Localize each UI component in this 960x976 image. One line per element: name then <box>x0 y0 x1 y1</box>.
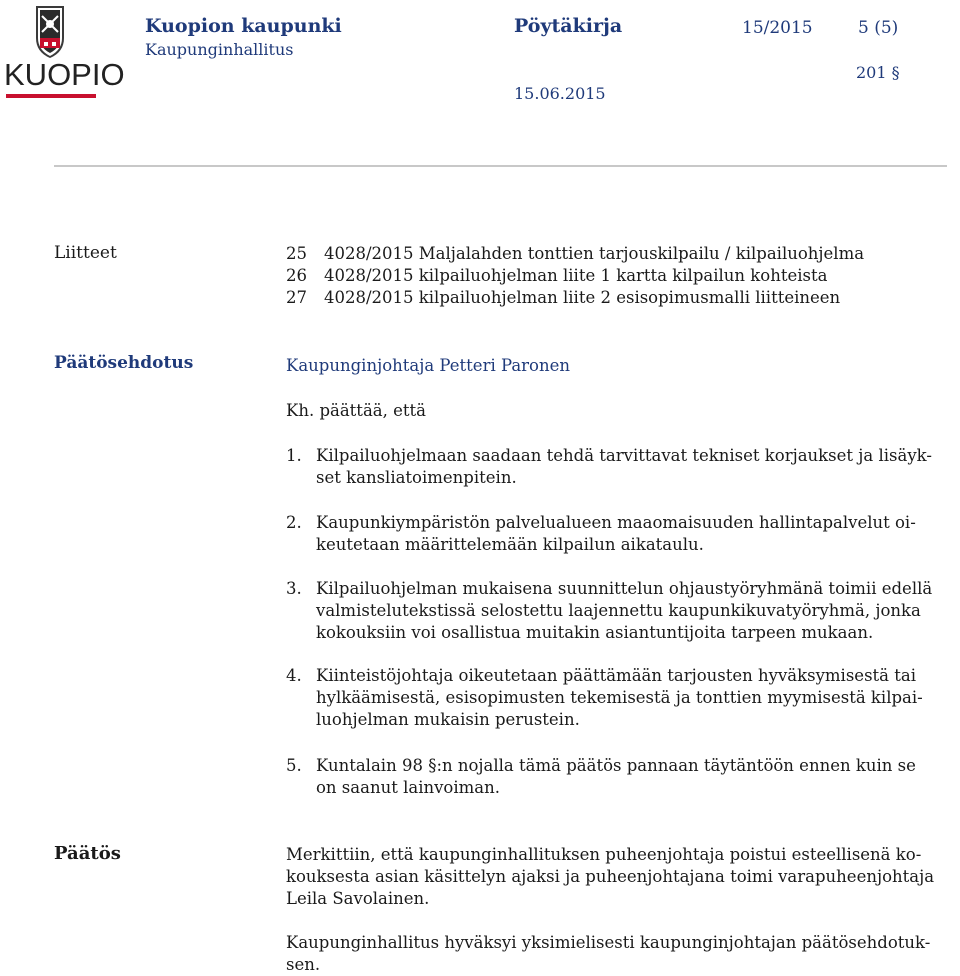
document-type: Pöytäkirja <box>514 15 623 37</box>
proposal-item-line: set kansliatoimenpitein. <box>316 468 517 487</box>
proposal-item-line: Kaupunkiympäristön palvelualueen maaomaisuuden hallintapalvelut oi- <box>316 513 916 532</box>
proposal-item-line: Kiinteistöjohtaja oikeutetaan päättämään tarjousten hyväksymisestä tai <box>316 666 916 685</box>
proposal-item-line: luohjelman mukaisin perustein. <box>316 710 580 729</box>
page-number: 5 (5) <box>858 18 899 38</box>
decision-line: Merkittiin, että kaupunginhallituksen puheenjohtaja poistui esteellisenä ko- <box>286 845 922 864</box>
header-divider <box>54 165 947 167</box>
proposal-item-line: on saanut lainvoiman. <box>316 778 500 797</box>
proposal-item-line: Kilpailuohjelman mukaisena suunnittelun ohjaustyöryhmänä toimii edellä <box>316 579 933 598</box>
attachment-number: 27 <box>286 288 307 307</box>
proposal-item-line: Kilpailuohjelmaan saadaan tehdä tarvittavat tekniset korjaukset ja lisäyk- <box>316 446 932 465</box>
proposal-presenter: Kaupunginjohtaja Petteri Paronen <box>286 356 571 375</box>
proposal-item-line: keutetaan määrittelemään kilpailun aikataulu. <box>316 535 704 554</box>
proposal-item-line: hylkäämisestä, esisopimusten tekemisestä ja tonttien myymisestä kilpai- <box>316 688 923 707</box>
attachment-number: 26 <box>286 266 307 285</box>
organization-name: Kuopion kaupunki <box>145 15 342 37</box>
proposal-label: Päätösehdotus <box>54 353 194 373</box>
decision-line: Leila Savolainen. <box>286 889 430 908</box>
proposal-item-number: 1. <box>286 446 302 465</box>
decision-paragraph <box>286 844 934 910</box>
proposal-item-line: Kuntalain 98 §:n nojalla tämä päätös pannaan täytäntöön ennen kuin se <box>316 756 916 775</box>
decision-paragraph <box>286 932 930 976</box>
proposal-intro: Kh. päättää, että <box>286 401 426 420</box>
attachment-number: 25 <box>286 244 307 263</box>
proposal-item-line: kokouksiin voi osallistua muitakin asiantuntijoita tarpeen mukaan. <box>316 623 874 642</box>
attachments-label: Liitteet <box>54 243 117 263</box>
decision-line: sen. <box>286 955 321 974</box>
kuopio-logo <box>4 2 125 100</box>
proposal-item-number: 5. <box>286 756 302 775</box>
proposal-item-number: 3. <box>286 579 302 598</box>
logo-wordmark: KUOPIO <box>4 57 125 92</box>
meeting-date: 15.06.2015 <box>514 84 606 103</box>
proposal-item-line: valmistelutekstissä selostettu laajennettu kaupunkikuvatyöryhmä, jonka <box>316 601 921 620</box>
logo-underline <box>6 94 96 98</box>
proposal-item-number: 2. <box>286 513 302 532</box>
decision-line: kouksesta asian käsittelyn ajaksi ja puheenjohtajana toimi varapuheenjohtaja <box>286 867 935 886</box>
decision-label: Päätös <box>54 843 121 864</box>
attachment-title: 4028/2015 kilpailuohjelman liite 1 kartta kilpailun kohteista <box>324 266 828 285</box>
organization-unit: Kaupunginhallitus <box>145 40 294 59</box>
section-mark: 201 § <box>856 63 900 82</box>
decision-line: Kaupunginhallitus hyväksyi yksimielisesti kaupunginjohtajan päätösehdotuk- <box>286 933 931 952</box>
attachment-title: 4028/2015 Maljalahden tonttien tarjouskilpailu / kilpailuohjelma <box>324 244 865 263</box>
proposal-item-number: 4. <box>286 666 302 685</box>
attachment-title: 4028/2015 kilpailuohjelman liite 2 esisopimusmalli liitteineen <box>324 288 841 307</box>
document-number: 15/2015 <box>742 18 813 38</box>
